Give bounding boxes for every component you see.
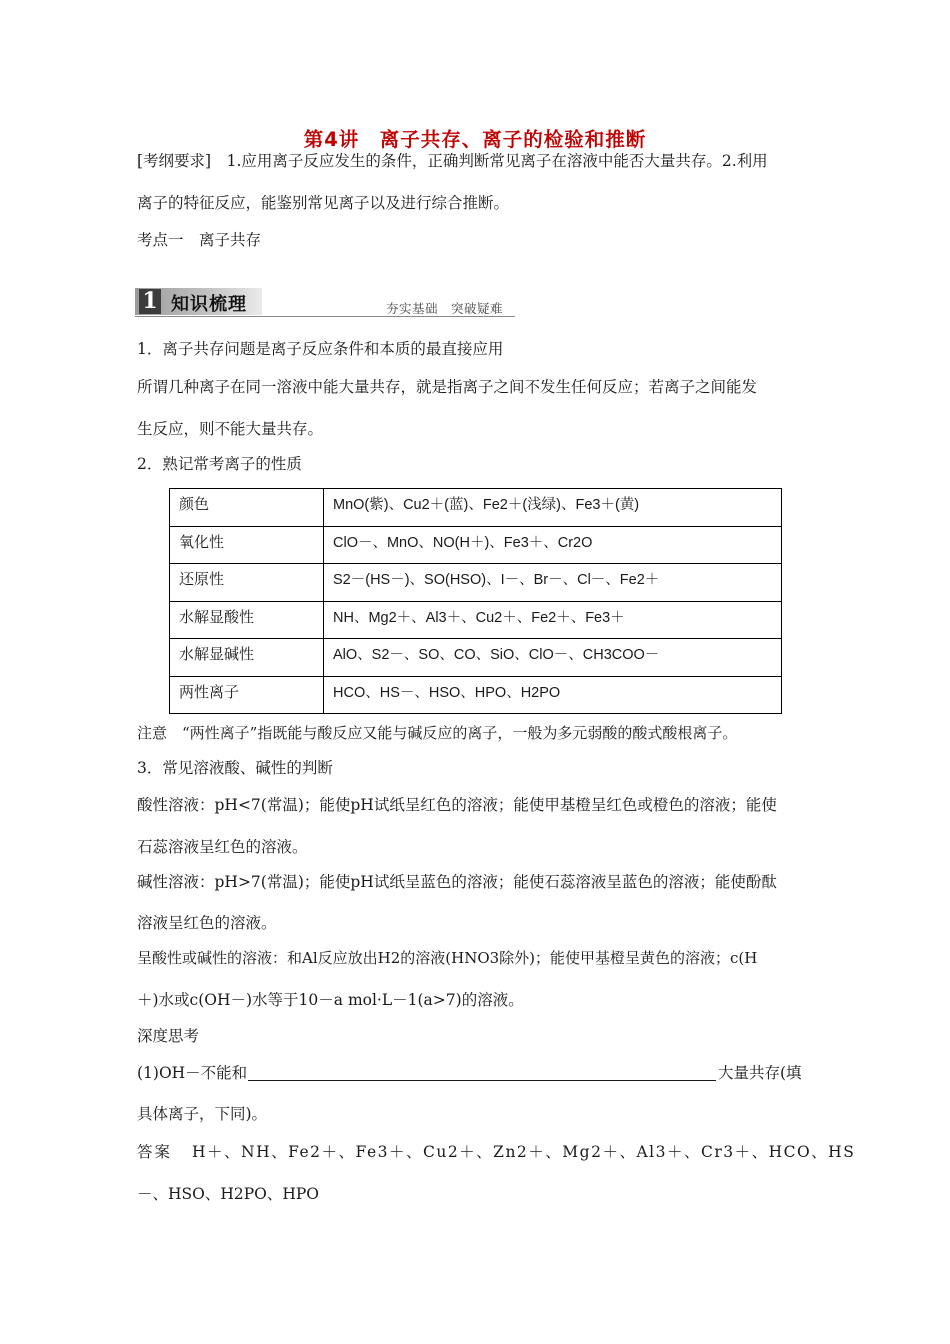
knowledge-banner — [135, 288, 515, 318]
acidic-solution-line-2: 石蕊溶液呈红色的溶液。 — [137, 838, 308, 856]
ion-properties-table — [169, 488, 782, 714]
banner-title: 知识梳理 — [171, 294, 247, 315]
answer-line-2: －、HSO、H2PO、HPO — [137, 1185, 320, 1203]
property-cell: 两性离子 — [170, 676, 324, 714]
table-row — [170, 639, 782, 677]
section-3-heading: 3．常见溶液酸、碱性的判断 — [137, 759, 333, 777]
banner-subtitle: 夯实基础 突破疑难 — [386, 301, 504, 316]
property-cell: 水解显碱性 — [170, 639, 324, 677]
property-cell: 氧化性 — [170, 526, 324, 564]
topic-heading: 考点一 离子共存 — [137, 231, 262, 249]
section-1-text-line-1: 所谓几种离子在同一溶液中能大量共存，就是指离子之间不发生任何反应；若离子之间能发 — [137, 378, 758, 396]
answer-line-1: H＋、NH、Fe2＋、Fe3＋、Cu2＋、Zn2＋、Mg2＋、Al3＋、Cr3＋、HCO、HS — [192, 1143, 856, 1161]
question-1-answer-blank — [248, 1080, 716, 1081]
question-1-prefix: (1)OH－不能和 — [137, 1064, 248, 1082]
answer-label: 答案 — [137, 1143, 173, 1161]
acid-or-base-solution-line-2: ＋)水或c(OH－)水等于10－a mol·L－1(a>7)的溶液。 — [137, 991, 524, 1009]
acidic-solution-line-1: 酸性溶液：pH<7(常温)；能使pH试纸呈红色的溶液；能使甲基橙呈红色或橙色的溶液；能使 — [137, 796, 777, 814]
ions-cell: AlO、S2－、SO、CO、SiO、ClO－、CH3COO－ — [324, 639, 782, 677]
section-1-text-line-2: 生反应，则不能大量共存。 — [137, 420, 324, 438]
ions-cell: NH、Mg2＋、Al3＋、Cu2＋、Fe2＋、Fe3＋ — [324, 601, 782, 639]
table-row — [170, 526, 782, 564]
syllabus-requirements-line-2: 离子的特征反应，能鉴别常见离子以及进行综合推断。 — [137, 194, 510, 212]
syllabus-requirements-line-1: [考纲要求] 1.应用离子反应发生的条件，正确判断常见离子在溶液中能否大量共存。2.利用 — [137, 152, 768, 170]
table-row — [170, 489, 782, 527]
acid-or-base-solution-line-1: 呈酸性或碱性的溶液：和Al反应放出H2的溶液(HNO3除外)；能使甲基橙呈黄色的溶液；c(H — [137, 949, 758, 967]
table-row — [170, 676, 782, 714]
section-2-heading: 2．熟记常考离子的性质 — [137, 455, 302, 473]
banner-number-badge: 1 — [139, 289, 161, 314]
deep-thinking-heading: 深度思考 — [137, 1027, 200, 1045]
banner-background — [135, 288, 262, 315]
question-1-suffix: 大量共存(填 — [718, 1064, 802, 1082]
table-row — [170, 564, 782, 602]
table-row — [170, 601, 782, 639]
banner-divider — [135, 316, 515, 317]
property-cell: 水解显酸性 — [170, 601, 324, 639]
page-title: 第4讲 离子共存、离子的检验和推断 — [303, 128, 647, 151]
ions-cell: ClO－、MnO、NO(H＋)、Fe3＋、Cr2O — [324, 526, 782, 564]
ions-cell: HCO、HS－、HSO、HPO、H2PO — [324, 676, 782, 714]
question-1-line-2: 具体离子，下同)。 — [137, 1105, 268, 1123]
ions-cell: MnO(紫)、Cu2＋(蓝)、Fe2＋(浅绿)、Fe3＋(黄) — [324, 489, 782, 527]
section-1-heading: 1．离子共存问题是离子反应条件和本质的最直接应用 — [137, 340, 504, 358]
ions-cell: S2－(HS－)、SO(HSO)、I－、Br－、Cl－、Fe2＋ — [324, 564, 782, 602]
basic-solution-line-2: 溶液呈红色的溶液。 — [137, 914, 277, 932]
section-2-note: 注意 “两性离子”指既能与酸反应又能与碱反应的离子，一般为多元弱酸的酸式酸根离子。 — [137, 724, 738, 742]
property-cell: 颜色 — [170, 489, 324, 527]
basic-solution-line-1: 碱性溶液：pH>7(常温)；能使pH试纸呈蓝色的溶液；能使石蕊溶液呈蓝色的溶液；能使酚酞 — [137, 873, 777, 891]
property-cell: 还原性 — [170, 564, 324, 602]
